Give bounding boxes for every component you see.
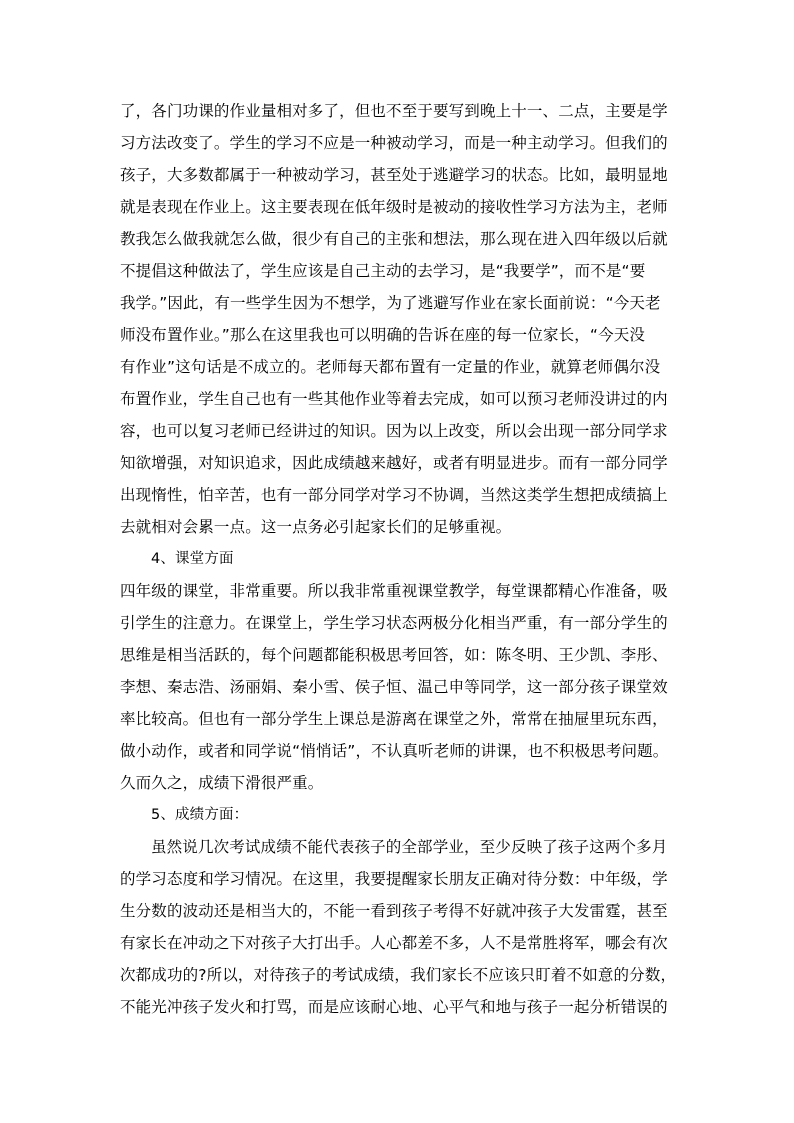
paragraph-line: 久而久之，成绩下滑很严重。 [120,774,324,792]
paragraph-line: 容，也可以复习老师已经讲过的知识。因为以上改变，所以会出现一部分同学求 [120,422,668,440]
paragraph-line: 知欲增强，对知识追求，因此成绩越来越好，或者有明显进步。而有一部分同学 [120,454,668,472]
paragraph-line: 教我怎么做我就怎么做，很少有自己的主张和想法，那么现在进入四年级以后就 [120,230,668,248]
paragraph-line: 了，各门功课的作业量相对多了，但也不至于要写到晚上十一、二点，主要是学 [120,102,668,120]
paragraph-line: 师没布置作业。”那么在这里我也可以明确的告诉在座的每一位家长，“今天没 [120,326,646,344]
paragraph-line: 有家长在冲动之下对孩子大打出手。人心都差不多，人不是常胜将军，哪会有次 [120,934,668,952]
paragraph-line: 做小动作，或者和同学说“悄悄话”，不认真听老师的讲课，也不积极思考问题。 [120,742,669,760]
paragraph-line: 引学生的注意力。在课堂上，学生学习状态两极分化相当严重，有一部分学生的 [120,614,668,632]
paragraph-line: 不能光冲孩子发火和打骂，而是应该耐心地、心平气和地与孩子一起分析错误的 [120,998,668,1016]
paragraph-line: 的学习态度和学习情况。在这里，我要提醒家长朋友正确对待分数：中年级，学 [120,870,668,888]
paragraph-line: 就是表现在作业上。这主要表现在低年级时是被动的接收性学习方法为主，老师 [120,198,668,216]
document-body [120,95,675,1023]
paragraph-line: 四年级的课堂，非常重要。所以我非常重视课堂教学，每堂课都精心作准备，吸 [120,582,668,600]
paragraph-line: 出现惰性，怕辛苦，也有一部分同学对学习不协调，当然这类学生想把成绩搞上 [120,486,668,504]
paragraph-line: 次都成功的?所以，对待孩子的考试成绩，我们家长不应该只盯着不如意的分数， [120,966,677,984]
paragraph-line: 去就相对会累一点。这一点务必引起家长们的足够重视。 [120,518,512,536]
paragraph-line: 习方法改变了。学生的学习不应是一种被动学习，而是一种主动学习。但我们的 [120,134,668,152]
paragraph-line: 生分数的波动还是相当大的，不能一看到孩子考得不好就冲孩子大发雷霆，甚至 [120,902,668,920]
paragraph-line: 李想、秦志浩、汤丽娟、秦小雪、侯子恒、温己申等同学，这一部分孩子课堂效 [120,678,668,696]
section-heading-classroom: 4、课堂方面 [151,551,234,567]
paragraph-line: 孩子，大多数都属于一种被动学习，甚至处于逃避学习的状态。比如，最明显地 [120,166,668,184]
paragraph-line: 我学。”因此，有一些学生因为不想学，为了逃避写作业在家长面前说：“今天老 [120,294,661,312]
paragraph-line: 虽然说几次考试成绩不能代表孩子的全部学业，至少反映了孩子这两个多月 [151,838,668,856]
paragraph-line: 有作业”这句话是不成立的。老师每天都布置有一定量的作业，就算老师偶尔没 [120,358,661,376]
paragraph-line: 不提倡这种做法了，学生应该是自己主动的去学习，是“我要学”，而不是“要 [120,262,646,280]
paragraph-line: 思维是相当活跃的，每个问题都能积极思考回答，如：陈冬明、王少凯、李彤、 [120,646,668,664]
section-heading-grades: 5、成绩方面： [151,807,249,823]
paragraph-line: 布置作业，学生自己也有一些其他作业等着去完成，如可以预习老师没讲过的内 [120,390,668,408]
paragraph-line: 率比较高。但也有一部分学生上课总是游离在课堂之外，常常在抽屉里玩东西， [120,710,668,728]
